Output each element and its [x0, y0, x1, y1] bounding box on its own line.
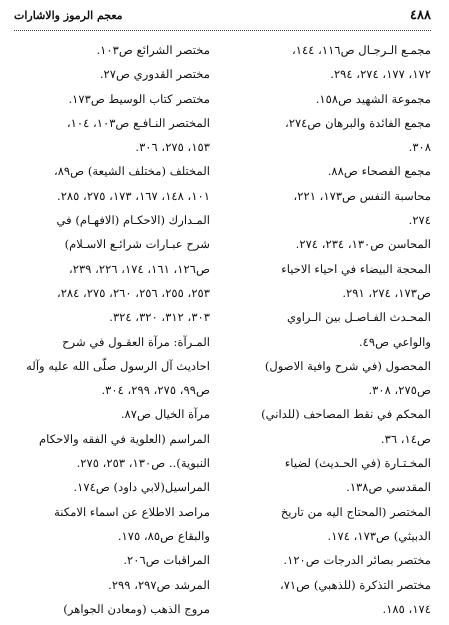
index-entry [14, 500, 210, 549]
index-entry [235, 500, 431, 549]
index-entry [235, 305, 431, 354]
page-header [14, 8, 431, 31]
index-entry [235, 402, 431, 451]
entry-title-line: المحـدث الفـاصـل بين الـراوي [287, 310, 431, 325]
entry-title-line: مجموعة الشهيد ص١٥٨. [315, 91, 431, 106]
entry-title-line: مختصر التذكرة (للذهبي) ص٧١، [279, 577, 431, 592]
entry-continuation-line: ٢٧٤. [408, 213, 431, 228]
entry-title-line: المخـتـارة (في الحـديث) لضياء [284, 456, 431, 471]
entry-title-line: مختصر الشرائع ص١٠٣. [96, 43, 210, 57]
running-title: معجم الرموز والاشارات [14, 9, 123, 22]
entry-title-line: المراقبات ص٢٠٦. [123, 553, 210, 568]
entry-continuation-line: ١٠١، ١٤٨، ١٦٧، ١٧٣، ٢٧٥، ٢٨٥. [57, 188, 210, 203]
right-column [235, 38, 431, 621]
index-entry [14, 159, 210, 208]
entry-title-line: المحاسن ص١٣٠، ٢٣٤، ٢٧٤. [295, 237, 431, 252]
index-entry [14, 548, 210, 572]
entry-continuation-line: ١٧٢، ١٧٧، ٢٧٤، ٢٩٤. [330, 67, 431, 82]
index-entry [14, 597, 210, 621]
entry-title-line: المحكم في نقط المصاحف (للداني) [261, 407, 431, 422]
entry-continuation-line: النبوية).. ص١٣٠، ٢٥٣، ٢٧٥. [76, 456, 210, 471]
entry-title-line: المرشد ص٢٩٧، ٢٩٩. [108, 577, 210, 592]
entry-title-line: المحصول (في شرح وافية الاصول) [264, 358, 431, 373]
index-entry [14, 87, 210, 111]
entry-continuation-line: ١٧٤، ١٨٥. [382, 601, 431, 616]
entry-title-line: مروج الذهب (ومعادن الجواهر) [63, 601, 210, 616]
index-entry [14, 62, 210, 86]
index-entry [235, 159, 431, 183]
entry-title-line: المـدارك (الاحكـام (الافهـام) في [56, 213, 210, 228]
entry-continuation-line: ٣٠٨. [408, 140, 431, 155]
index-entry [235, 257, 431, 306]
entry-title-line: مختصر بصائر الدرجات ص١٢٠. [283, 553, 431, 568]
entry-title-line: مجمع الفائدة والبرهان ص٢٧٤، [284, 115, 431, 130]
index-entry [14, 111, 210, 160]
entry-title-line: المختلف (مختلف الشيعة) ص٨٩، [53, 164, 210, 179]
entry-title-line: المختصر النـافـع ص١٠٣، ١٠٤، [66, 115, 210, 130]
entry-title-line: مختصر كتاب الوسيط ص١٧٣. [68, 91, 210, 106]
entry-continuation-line: والبقاع ص٨٥، ١٧٥. [117, 528, 210, 543]
entry-continuation-line: ص١٧٣، ٢٧٤، ٢٩١. [342, 285, 431, 300]
index-entry [14, 330, 210, 403]
left-column [14, 38, 210, 621]
entry-continuation-line: والواعي ص٤٩. [358, 334, 431, 349]
entry-continuation-line: الدبيثي) ص١٧٣، ١٧٤. [327, 528, 431, 543]
entry-continuation-line: المقدسي ص١٣٨. [346, 480, 431, 495]
index-entry [235, 354, 431, 403]
entry-continuation-line: ص٩٩، ٢٧٥، ٢٩٩، ٣٠٤. [101, 383, 210, 398]
entry-title-line: مراصد الاطلاع عن اسماء الامكنة [54, 504, 210, 519]
entry-continuation-line: ص١٤، ٣٦. [380, 431, 431, 446]
entry-continuation-line: ص٢٧٥، ٣٠٨. [368, 383, 431, 398]
index-entry [235, 87, 431, 111]
index-entry [235, 451, 431, 500]
entry-title-line: محاسبة النفس ص١٧٣، ٢٢١، [293, 188, 431, 203]
entry-continuation-line: احاديث آل الرسول صلّى الله عليه وآله [26, 358, 210, 373]
entry-title-line: المحجة البيضاء في احياء الاحياء [281, 261, 431, 276]
index-entry [235, 573, 431, 622]
index-entry [14, 38, 210, 62]
entry-title-line: مجمـع الـرجـال ص١١٦، ١٤٤، [292, 43, 431, 57]
entry-title-line: مجمع الفصحاء ص٨٨. [327, 164, 431, 179]
index-entry [235, 232, 431, 256]
index-entry [235, 38, 431, 87]
entry-continuation-line: ٣٠٣، ٣١٢، ٣٢٠، ٣٢٤. [109, 310, 210, 325]
index-entry [235, 111, 431, 160]
entry-continuation-line: ١٥٣، ٢٧٥، ٣٠٦. [135, 140, 210, 155]
entry-title-line: المراسم (العلوية في الفقه والاحكام [38, 431, 210, 446]
index-entry [14, 402, 210, 426]
entry-title-line: المـرآة: مرآة العقـول في شرح [62, 334, 210, 349]
entry-title-line: المراسيل(لابي داود) ص١٧٤. [73, 480, 210, 495]
entry-title-line: مختصر القدوري ص٢٧. [99, 67, 210, 82]
index-entry [14, 573, 210, 597]
entry-continuation-line: شرح عبـارات شرائـع الاسـلام) [64, 237, 210, 252]
index-entry [14, 427, 210, 476]
entry-title-line: مرآة الخيال ص٨٧. [120, 407, 210, 422]
index-entry [14, 475, 210, 499]
page-number: ٤٨٨ [410, 8, 431, 23]
entry-continuation-line: ٢٥٣، ٢٥٥، ٢٥٦، ٢٦٠، ٢٧٥، ٢٨٤، [56, 285, 210, 300]
index-entry [235, 548, 431, 572]
index-entry [14, 208, 210, 329]
index-entry [235, 184, 431, 233]
entry-title-line: المختصر (المحتاج اليه من تاريخ [280, 504, 431, 519]
entry-continuation-line: ص١٢٦، ١٦١، ١٧٤، ٢٢٦، ٢٣٩، [69, 261, 210, 276]
